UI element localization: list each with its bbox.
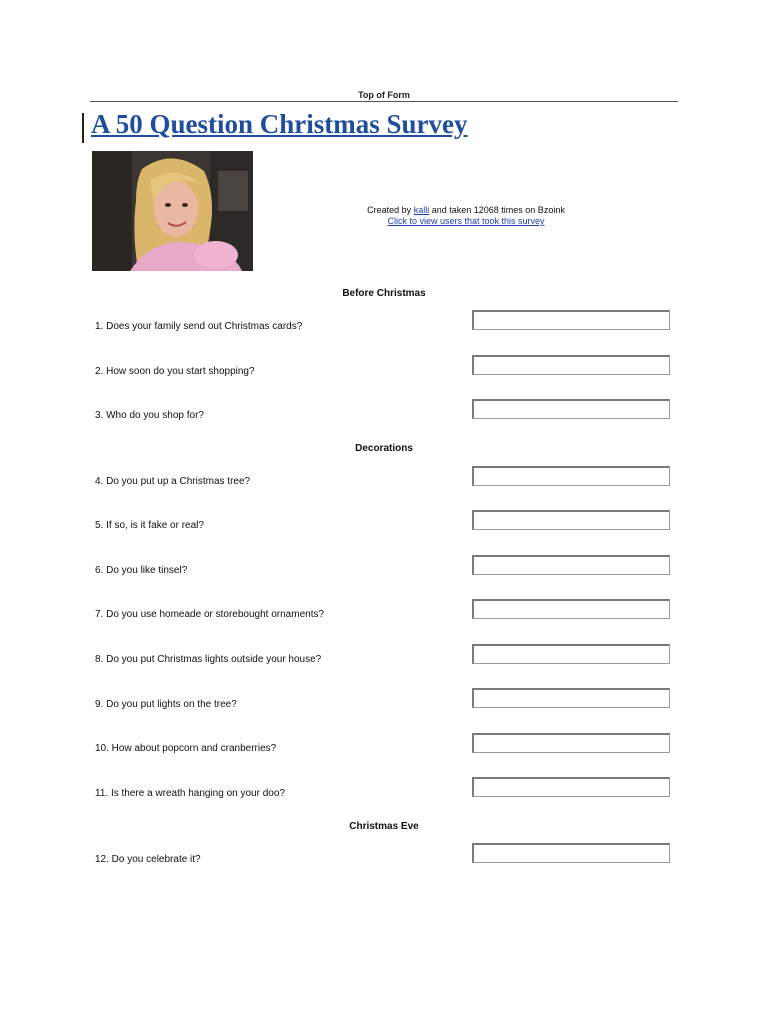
question-10-label: 10. How about popcorn and cranberries? bbox=[95, 743, 277, 754]
top-of-form-label: Top of Form bbox=[358, 90, 410, 100]
section-heading-decorations: Decorations bbox=[355, 443, 413, 454]
text-cursor bbox=[82, 113, 84, 143]
question-5-answer-field[interactable] bbox=[472, 510, 670, 530]
survey-title-link[interactable]: A 50 Question Christmas Survey bbox=[91, 109, 468, 139]
question-2-answer-field[interactable] bbox=[472, 355, 670, 375]
question-1-label: 1. Does your family send out Christmas cards? bbox=[95, 321, 303, 332]
section-heading-before-christmas: Before Christmas bbox=[342, 288, 426, 299]
question-2-label: 2. How soon do you start shopping? bbox=[95, 366, 255, 377]
credit-prefix: Created by bbox=[367, 205, 412, 215]
question-11-answer-field[interactable] bbox=[472, 777, 670, 797]
author-photo bbox=[92, 151, 253, 271]
question-1-answer-field[interactable] bbox=[472, 310, 670, 330]
question-4-label: 4. Do you put up a Christmas tree? bbox=[95, 476, 251, 487]
question-9-label: 9. Do you put lights on the tree? bbox=[95, 699, 237, 710]
credit-suffix: and taken 12068 times on Bzoink bbox=[431, 205, 565, 215]
question-5-label: 5. If so, is it fake or real? bbox=[95, 520, 204, 531]
question-10-answer-field[interactable] bbox=[472, 733, 670, 753]
question-7-label: 7. Do you use homeade or storebought ornaments? bbox=[95, 609, 325, 620]
question-6-label: 6. Do you like tinsel? bbox=[95, 565, 188, 576]
question-6-answer-field[interactable] bbox=[472, 555, 670, 575]
survey-credit bbox=[300, 205, 632, 227]
question-7-answer-field[interactable] bbox=[472, 599, 670, 619]
question-9-answer-field[interactable] bbox=[472, 688, 670, 708]
question-3-answer-field[interactable] bbox=[472, 399, 670, 419]
credit-line bbox=[300, 205, 632, 216]
question-12-label: 12. Do you celebrate it? bbox=[95, 854, 201, 865]
author-link[interactable]: kalli bbox=[413, 205, 430, 215]
question-8-answer-field[interactable] bbox=[472, 644, 670, 664]
view-users-link[interactable]: Click to view users that took this survey bbox=[387, 216, 545, 226]
question-3-label: 3. Who do you shop for? bbox=[95, 410, 204, 421]
question-11-label: 11. Is there a wreath hanging on your doo? bbox=[95, 788, 285, 799]
section-heading-christmas-eve: Christmas Eve bbox=[349, 821, 419, 832]
question-12-answer-field[interactable] bbox=[472, 843, 670, 863]
question-4-answer-field[interactable] bbox=[472, 466, 670, 486]
form-top-divider bbox=[90, 101, 678, 102]
question-8-label: 8. Do you put Christmas lights outside your house? bbox=[95, 654, 322, 665]
